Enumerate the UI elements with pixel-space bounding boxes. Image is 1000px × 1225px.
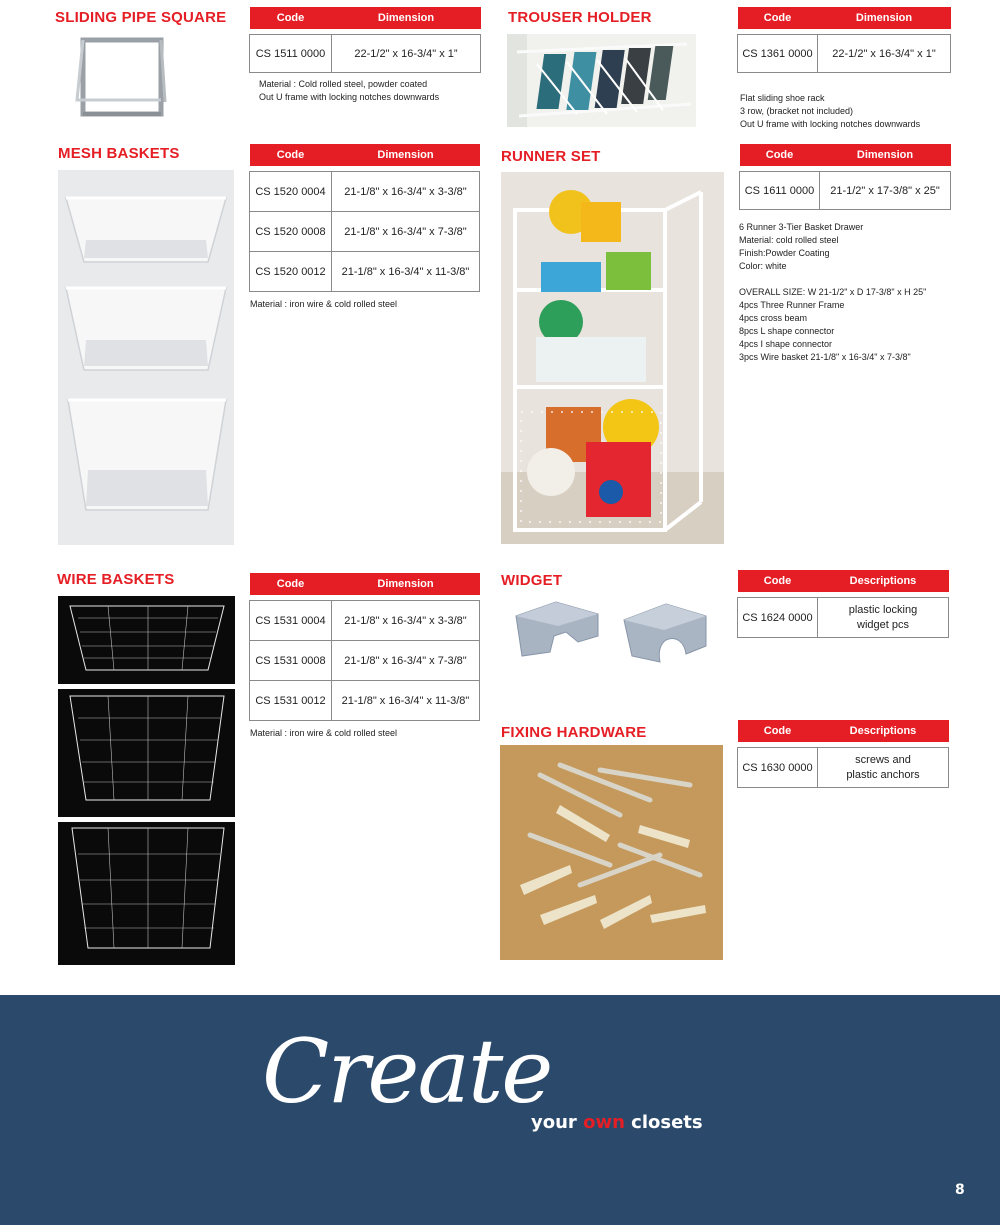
description-cell: plastic locking widget pcs (818, 598, 949, 638)
tagline-word-own: own (583, 1112, 625, 1133)
table-row (250, 252, 480, 292)
code-cell: CS 1531 0012 (250, 681, 332, 721)
table-row (250, 601, 480, 641)
wire-baskets-note: Material : iron wire & cold rolled steel (250, 728, 398, 738)
runner-set-photo (501, 172, 724, 544)
spec-table-mesh-baskets (249, 144, 480, 292)
header-code: Code (740, 144, 820, 166)
widget-photo (506, 596, 718, 666)
dimension-cell: 21-1/8" x 16-3/4" x 7-3/8" (332, 641, 480, 681)
table-row (738, 35, 951, 73)
code-cell: CS 1611 0000 (740, 172, 820, 210)
header-dimension: Dimension (820, 144, 951, 166)
mesh-baskets-photo (58, 170, 234, 545)
code-cell: CS 1361 0000 (738, 35, 818, 73)
header-dimension: Dimension (332, 7, 481, 29)
spec-table-widget (737, 570, 949, 638)
table-row (250, 172, 480, 212)
section-title-widget: WIDGET (501, 572, 563, 589)
dimension-cell: 21-1/2" x 17-3/8" x 25" (820, 172, 951, 210)
spec-table-wire-baskets (249, 573, 480, 721)
code-cell: CS 1531 0008 (250, 641, 332, 681)
dimension-cell: 22-1/2" x 16-3/4" x 1" (818, 35, 951, 73)
trouser-holder-note: Flat sliding shoe rack 3 row, (bracket not included) Out U frame with locking notches downwards (740, 93, 921, 129)
mesh-baskets-note: Material : iron wire & cold rolled steel (250, 299, 398, 309)
header-code: Code (250, 573, 332, 595)
code-cell: CS 1520 0008 (250, 212, 332, 252)
section-title-wire-baskets: WIRE BASKETS (57, 571, 175, 588)
dimension-cell: 21-1/8" x 16-3/4" x 11-3/8" (332, 252, 480, 292)
section-title-sliding-pipe-square: SLIDING PIPE SQUARE (55, 9, 227, 26)
dimension-cell: 21-1/8" x 16-3/4" x 7-3/8" (332, 212, 480, 252)
section-title-fixing-hardware: FIXING HARDWARE (501, 724, 647, 741)
code-cell: CS 1630 0000 (738, 748, 818, 788)
code-cell: CS 1520 0004 (250, 172, 332, 212)
dimension-cell: 21-1/8" x 16-3/4" x 11-3/8" (332, 681, 480, 721)
footer-tagline (531, 1112, 703, 1133)
sliding-pipe-square-note: Material : Cold rolled steel, powder coated Out U frame with locking notches downwards (259, 79, 440, 102)
tagline-word-closets: closets (631, 1112, 703, 1133)
code-cell: CS 1520 0012 (250, 252, 332, 292)
section-title-mesh-baskets: MESH BASKETS (58, 145, 180, 162)
header-dimension: Dimension (818, 7, 951, 29)
description-cell: screws and plastic anchors (818, 748, 949, 788)
table-row (250, 641, 480, 681)
header-dimension: Dimension (332, 144, 480, 166)
tagline-word-your: your (531, 1112, 577, 1133)
table-row (740, 172, 951, 210)
sliding-pipe-square-photo (65, 30, 177, 120)
dimension-cell: 21-1/8" x 16-3/4" x 3-3/8" (332, 172, 480, 212)
table-row (738, 598, 949, 638)
runner-set-note: 6 Runner 3-Tier Basket Drawer Material: cold rolled steel Finish:Powder Coating Color: white OVERALL SIZE: W 21-1/2" x D 17-3/8" x H 25" 4pcs Three Runner Frame 4pcs cross beam 8pcs L shape connector 4pcs I shape connector 3pcs Wire basket 21-1/8" x 16-3/4" x 7-3/8" (739, 222, 927, 362)
header-code: Code (738, 720, 818, 742)
table-row (738, 748, 949, 788)
header-code: Code (738, 7, 818, 29)
dimension-cell: 22-1/2" x 16-3/4" x 1” (332, 35, 481, 73)
table-row (250, 35, 481, 73)
trouser-holder-photo (507, 34, 696, 127)
table-row (250, 212, 480, 252)
page-number: 8 (955, 1182, 965, 1198)
spec-table-runner-set (739, 144, 951, 210)
section-title-runner-set: RUNNER SET (501, 148, 601, 165)
spec-table-trouser-holder (737, 7, 951, 73)
code-cell: CS 1624 0000 (738, 598, 818, 638)
header-code: Code (250, 7, 332, 29)
section-title-trouser-holder: TROUSER HOLDER (508, 9, 652, 26)
code-cell: CS 1511 0000 (250, 35, 332, 73)
header-code: Code (738, 570, 818, 592)
code-cell: CS 1531 0004 (250, 601, 332, 641)
create-script-word: Create (262, 1020, 552, 1123)
fixing-hardware-photo (500, 745, 723, 960)
wire-baskets-photo (58, 596, 235, 965)
spec-table-fixing-hardware (737, 720, 949, 788)
dimension-cell: 21-1/8" x 16-3/4" x 3-3/8" (332, 601, 480, 641)
header-dimension: Dimension (332, 573, 480, 595)
table-row (250, 681, 480, 721)
spec-table-sliding-pipe-square (249, 7, 481, 73)
header-descriptions: Descriptions (818, 720, 949, 742)
header-code: Code (250, 144, 332, 166)
header-descriptions: Descriptions (818, 570, 949, 592)
